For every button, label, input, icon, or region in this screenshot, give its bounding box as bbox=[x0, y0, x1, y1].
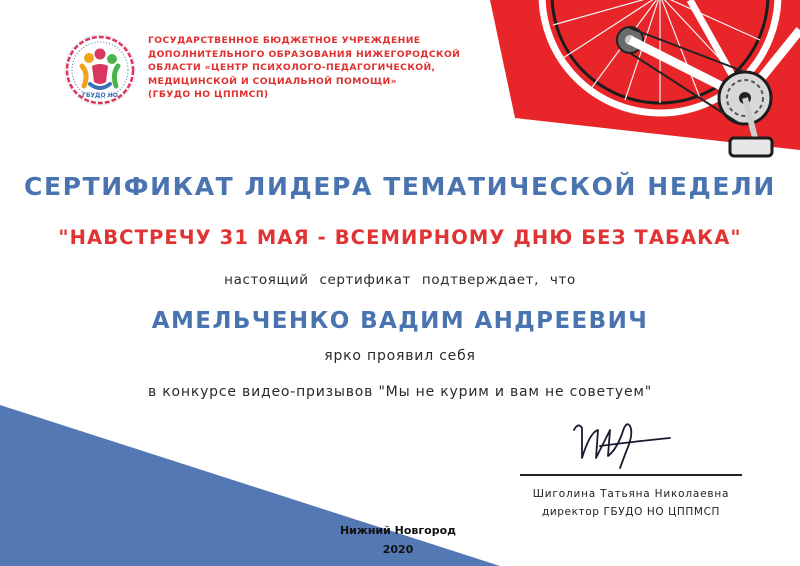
certificate-title: СЕРТИФИКАТ ЛИДЕРА ТЕМАТИЧЕСКОЙ НЕДЕЛИ bbox=[24, 172, 776, 201]
signature-line bbox=[520, 474, 742, 476]
handwritten-signature bbox=[560, 412, 680, 472]
organization-logo bbox=[62, 32, 138, 108]
signer-position: директор ГБУДО НО ЦППМСП bbox=[541, 506, 721, 518]
event-title: "НАВСТРЕЧУ 31 МАЯ - ВСЕМИРНОМУ ДНЮ БЕЗ ТАБАКА" bbox=[58, 226, 742, 249]
achievement-text: ярко проявил себя bbox=[324, 348, 476, 364]
organization-line: (ГБУДО НО ЦППМСП) bbox=[148, 89, 269, 101]
contest-text: в конкурсе видео-призывов "Мы не курим и вам не советуем" bbox=[147, 384, 653, 400]
organization-line: ОБЛАСТИ «ЦЕНТР ПСИХОЛОГО-ПЕДАГОГИЧЕСКОЙ, bbox=[148, 62, 436, 74]
blue-corner-block bbox=[0, 405, 500, 566]
organization-name bbox=[148, 34, 488, 102]
signer-name: Шиголина Татьяна Николаевна bbox=[532, 488, 730, 500]
organization-line: МЕДИЦИНСКОЙ И СОЦИАЛЬНОЙ ПОМОЩИ» bbox=[148, 75, 397, 87]
organization-line: ДОПОЛНИТЕЛЬНОГО ОБРАЗОВАНИЯ НИЖЕГОРОДСКОЙ bbox=[148, 48, 461, 60]
confirm-text: настоящий сертификат подтверждает, что bbox=[224, 272, 576, 288]
organization-line: ГОСУДАРСТВЕННОЕ БЮДЖЕТНОЕ УЧРЕЖДЕНИЕ bbox=[148, 35, 421, 46]
recipient-name: АМЕЛЬЧЕНКО ВАДИМ АНДРЕЕВИЧ bbox=[151, 308, 649, 334]
year: 2020 bbox=[382, 543, 414, 556]
logo-caption: ГБУДО НО bbox=[82, 92, 118, 99]
city: Нижний Новгород bbox=[339, 524, 457, 537]
